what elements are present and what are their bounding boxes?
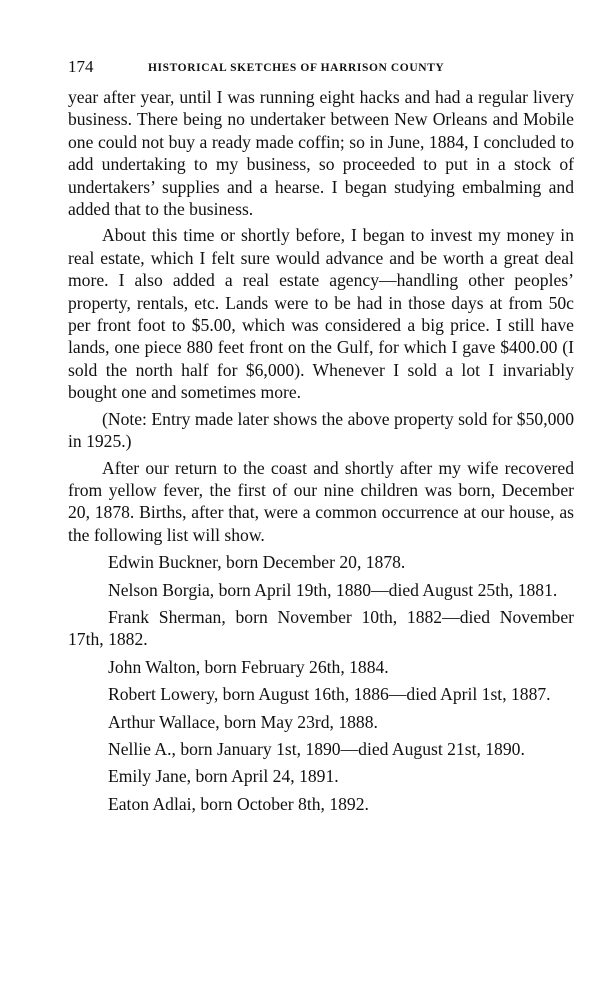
child-entry-emily: Emily Jane, born April 24, 1891. — [108, 766, 339, 787]
book-page — [68, 56, 574, 815]
paragraph-continuation: year after year, until I was running eight hacks and had a regular livery business. There being no undertaker between New Orleans and Mobile one could not buy a ready made coffin; so in June, 1884, I concluded to add undertaking to my business, so proceeded to put in a stock of undertakers’ supplies and a hearse. I began studying embalming and added that to the business. — [68, 87, 574, 220]
child-entry-edwin: Edwin Buckner, born December 20, 1878. — [108, 552, 406, 573]
child-entry-nellie: Nellie A., born January 1st, 1890—died August 21st, 1890. — [108, 738, 525, 759]
running-head — [68, 56, 574, 86]
paragraph-real-estate: About this time or shortly before, I began to invest my money in real estate, which I felt sure would advance and be worth a great deal more. I also added a real estate agency—handling other peoples’ property, rentals, etc. Lands were to be had in those days at from 50c per front foot to $5.00, which was considered a big price. I still have lands, one piece 880 feet front on the Gulf, for which I gave $400.00 (I sold the north half for $6,000). Whenever I sold a lot I invariably bought one and sometimes more. — [68, 225, 574, 403]
child-entry-john: John Walton, born February 26th, 1884. — [108, 656, 389, 677]
child-entry-nelson: Nelson Borgia, born April 19th, 1880—died August 25th, 1881. — [108, 579, 558, 600]
paragraph-note: (Note: Entry made later shows the above property sold for $50,000 in 1925.) — [68, 408, 574, 452]
running-title: HISTORICAL SKETCHES OF HARRISON COUNTY — [148, 62, 445, 74]
body-text — [68, 86, 574, 815]
page-number: 174 — [68, 57, 94, 76]
child-entry-robert: Robert Lowery, born August 16th, 1886—died April 1st, 1887. — [108, 684, 551, 705]
child-entry-arthur: Arthur Wallace, born May 23rd, 1888. — [108, 711, 378, 732]
child-entry-frank: Frank Sherman, born November 10th, 1882—died November 17th, 1882. — [68, 606, 574, 650]
paragraph-children-intro: After our return to the coast and shortly after my wife recovered from yellow fever, the first of our nine children was born, December 20, 1878. Births, after that, were a common occurrence at our house, as the following list will show. — [68, 457, 574, 545]
child-entry-eaton: Eaton Adlai, born October 8th, 1892. — [108, 793, 369, 814]
